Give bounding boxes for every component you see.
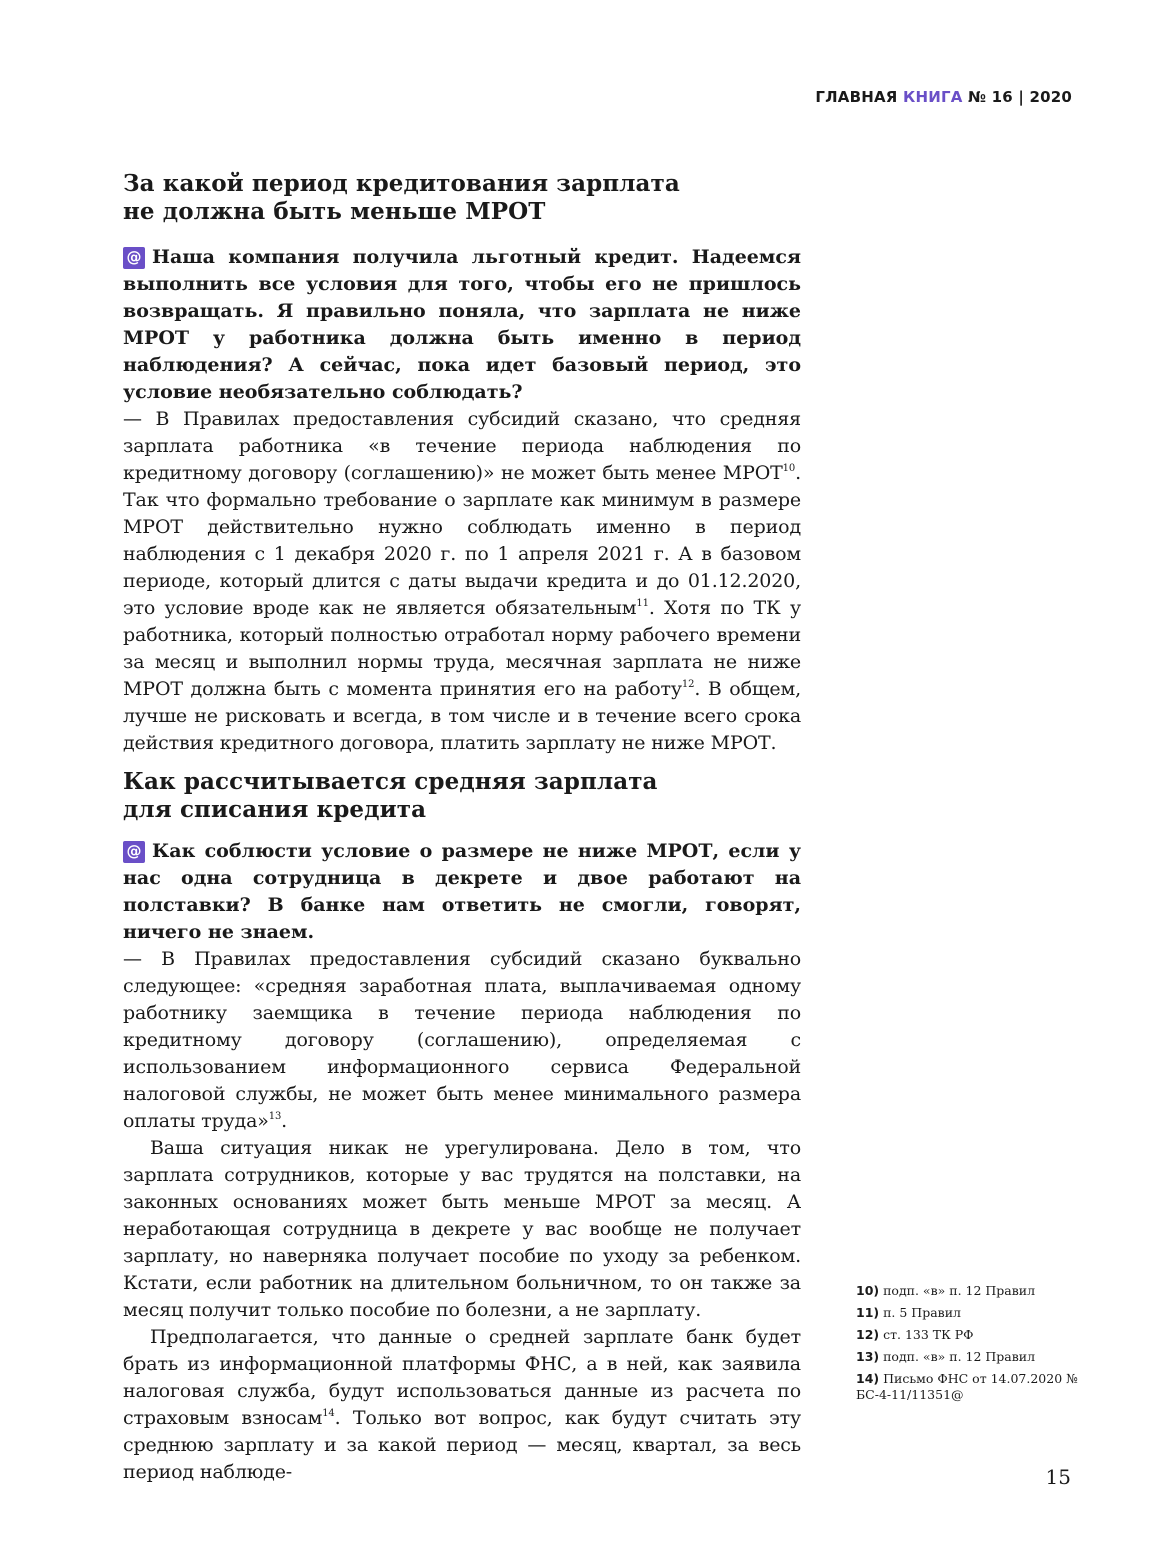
section-1-title: За какой период кредитования зарплата не должна быть меньше МРОТ	[123, 170, 680, 225]
section-2-title: Как рассчитывается средняя зарплата для списания кредита	[123, 768, 658, 823]
answer-1: — В Правилах предоставления субсидий сказано, что средняя зарплата работника «в течение периода наблюдения по кредитному договору (соглашению)» не может быть менее МРОТ$^{10}$. Так что формально требование о зарплате как минимум в размере МРОТ действительно нужно соблюдать именно в период наблюдения с 1 декабря 2020 г. по 1 апреля 2021 г. А в базовом периоде, который длится с даты выдачи кредита и до 01.12.2020, это условие вроде как не является обязательным$^{11}$. Хотя по ТК у работника, который полностью отработал норму рабочего времени за месяц и выполнил нормы труда, месячная зарплата не ниже МРОТ должна быть с момента принятия его на работу$^{12}$. В общем, лучше не рисковать и всегда, в том числе и в течение всего срока действия кредитного договора, платить зарплату не ниже МРОТ.	[123, 408, 802, 754]
at-icon: @	[123, 841, 145, 863]
footnote-10: 10) подп. «в» п. 12 Правил	[856, 1283, 1036, 1298]
footnote-ref: 13	[268, 1111, 282, 1122]
footnote-ref: 12	[681, 679, 695, 690]
footnote-ref: 14	[322, 1408, 335, 1419]
footnote-11: 11) п. 5 Правил	[856, 1305, 961, 1320]
brand-glavnaya: ГЛАВНАЯ	[815, 88, 898, 106]
at-icon: @	[123, 247, 145, 269]
paragraph-3: Предполагается, что данные о средней зарплате банк будет брать из информационной платформы ФНС, а в ней, как заявила налоговая служба, будут использоваться данные из расчета по страховым взносам$^{14}$. Только вот вопрос, как будут считать эту среднюю зарплату и за какой период — месяц, квартал, за весь период наблюде-	[123, 1326, 802, 1483]
footnote-ref: 11	[636, 598, 649, 609]
footnote-ref: 10	[782, 463, 796, 474]
footnote-14: 14) Письмо ФНС от 14.07.2020 № БС-4-11/11351@	[856, 1371, 1078, 1402]
page-number: 15	[1045, 1465, 1071, 1489]
footnote-13: 13) подп. «в» п. 12 Правил	[856, 1349, 1036, 1364]
question-2: @ Как соблюсти условие о размере не ниже МРОТ, если у нас одна сотрудница в декрете и двое работают на полставки? В банке нам ответить не смогли, говорят, ничего не знаем.	[123, 840, 801, 943]
footnote-12: 12) ст. 133 ТК РФ	[856, 1327, 974, 1342]
answer-2: — В Правилах предоставления субсидий сказано буквально следующее: «средняя заработная плата, выплачиваемая одному работнику заемщика в течение периода наблюдения по кредитному договору (соглашению), определяемая с использованием информационного сервиса Федеральной налоговой службы, не может быть менее минимального размера оплаты труда»$^{13}$.	[123, 948, 801, 1132]
brand-kniga: КНИГА	[903, 88, 963, 106]
section-1	[123, 170, 801, 757]
section-2	[123, 768, 801, 1486]
footnotes	[856, 1283, 1086, 1409]
issue-number: № 16 | 2020	[967, 88, 1072, 106]
question-1: @ Наша компания получила льготный кредит. Надеемся выполнить все условия для того, чтобы его не пришлось возвращать. Я правильно поняла, что зарплата не ниже МРОТ у работника должна быть именно в период наблюдения? А сейчас, пока идет базовый период, это условие необязательно соблюдать?	[123, 246, 801, 403]
paragraph-2: Ваша ситуация никак не урегулирована. Дело в том, что зарплата сотрудников, которые у вас трудятся на полставки, на законных основаниях может быть меньше МРОТ за месяц. А неработающая сотрудница в декрете у вас вообще не получает зарплату, но наверняка получает пособие по уходу за ребенком. Кстати, если работник на длительном больничном, то он также за месяц получит только пособие по болезни, а не зарплату.	[123, 1137, 801, 1321]
running-header	[815, 88, 1072, 106]
